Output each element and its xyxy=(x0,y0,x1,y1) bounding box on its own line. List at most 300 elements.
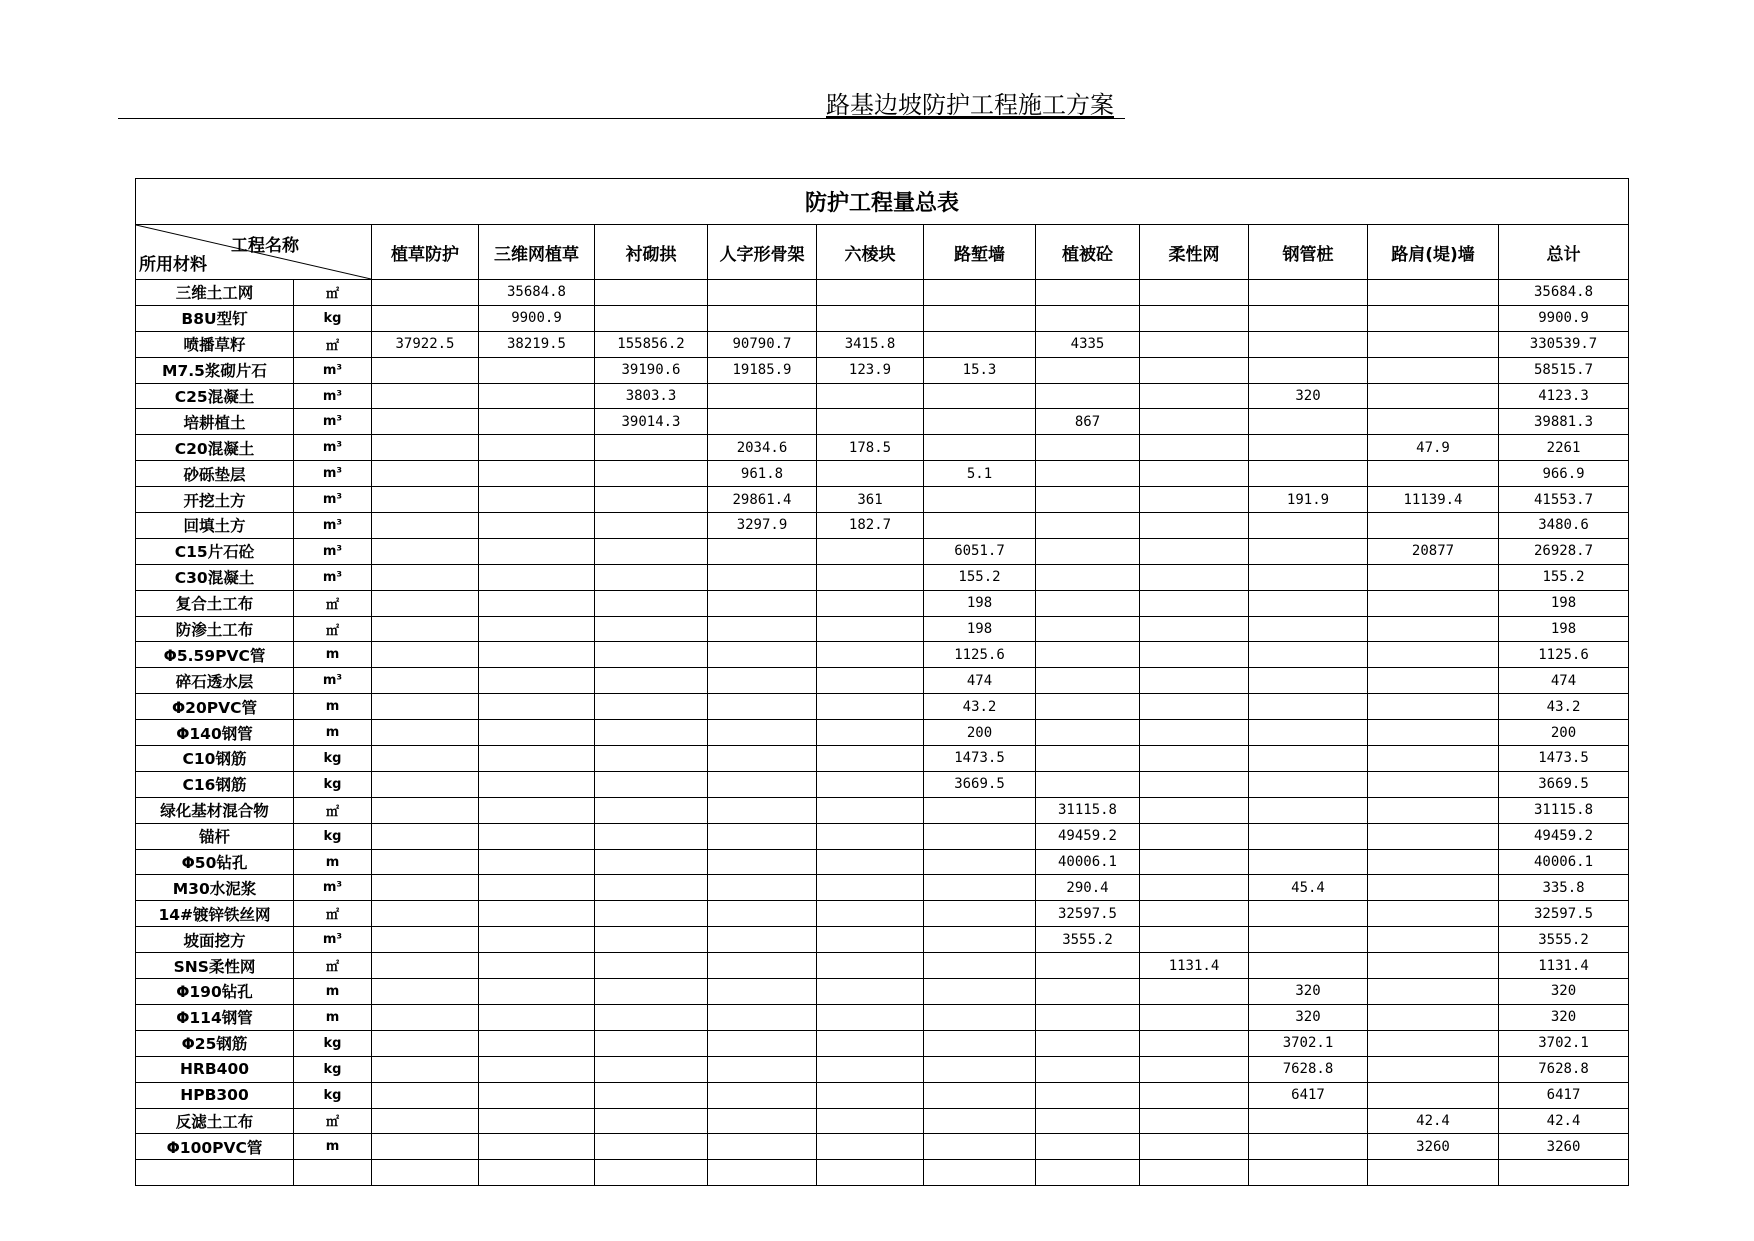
material-name-cell: M30水泥浆 xyxy=(136,875,294,901)
quantity-cell xyxy=(1036,383,1140,409)
quantity-cell xyxy=(708,1030,817,1056)
quantity-cell xyxy=(708,823,817,849)
total-cell: 3702.1 xyxy=(1499,1030,1629,1056)
quantity-cell xyxy=(1140,979,1249,1005)
quantity-cell: 49459.2 xyxy=(1036,823,1140,849)
material-name-cell: 喷播草籽 xyxy=(136,331,294,357)
quantity-cell xyxy=(1140,564,1249,590)
quantity-cell xyxy=(817,1108,924,1134)
quantity-cell xyxy=(708,1082,817,1108)
material-name-cell: SNS柔性网 xyxy=(136,953,294,979)
material-name-cell: 防渗土工布 xyxy=(136,616,294,642)
column-header-row xyxy=(136,225,1629,280)
quantity-cell xyxy=(708,538,817,564)
quantity-cell xyxy=(924,331,1036,357)
material-name-cell: Φ140钢管 xyxy=(136,720,294,746)
quantity-cell: 3415.8 xyxy=(817,331,924,357)
quantity-cell: 32597.5 xyxy=(1036,901,1140,927)
quantity-cell xyxy=(595,1030,708,1056)
quantity-cell: 3702.1 xyxy=(1249,1030,1368,1056)
quantity-cell xyxy=(372,357,479,383)
quantity-cell xyxy=(817,1082,924,1108)
quantity-cell xyxy=(1036,668,1140,694)
table-row xyxy=(136,564,1629,590)
total-cell: 155.2 xyxy=(1499,564,1629,590)
quantity-cell xyxy=(479,1134,595,1160)
quantity-cell xyxy=(595,616,708,642)
total-cell: 320 xyxy=(1499,979,1629,1005)
material-name-cell: Φ25钢筋 xyxy=(136,1030,294,1056)
quantity-cell xyxy=(924,849,1036,875)
quantity-cell xyxy=(924,409,1036,435)
quantity-cell: 43.2 xyxy=(924,694,1036,720)
quantity-cell xyxy=(1140,461,1249,487)
total-cell: 3480.6 xyxy=(1499,513,1629,539)
unit-cell: m³ xyxy=(294,564,372,590)
quantity-cell xyxy=(1036,564,1140,590)
quantity-cell xyxy=(479,1056,595,1082)
quantity-cell xyxy=(1140,383,1249,409)
quantity-cell xyxy=(924,953,1036,979)
quantity-cell xyxy=(372,616,479,642)
quantity-cell: 155856.2 xyxy=(595,331,708,357)
quantity-cell xyxy=(1368,409,1499,435)
quantity-cell xyxy=(372,280,479,306)
quantity-cell xyxy=(1036,1056,1140,1082)
material-name-cell: 碎石透水层 xyxy=(136,668,294,694)
total-cell: 4123.3 xyxy=(1499,383,1629,409)
quantity-cell xyxy=(817,953,924,979)
quantity-cell xyxy=(372,1108,479,1134)
quantity-cell xyxy=(817,305,924,331)
unit-cell: kg xyxy=(294,1082,372,1108)
quantity-cell xyxy=(1140,642,1249,668)
corner-header-material: 所用材料 xyxy=(139,255,207,275)
quantity-cell xyxy=(595,979,708,1005)
material-name-cell: HRB400 xyxy=(136,1056,294,1082)
material-name-cell: C30混凝土 xyxy=(136,564,294,590)
material-name-cell: Φ5.59PVC管 xyxy=(136,642,294,668)
quantity-cell xyxy=(1249,720,1368,746)
quantity-cell xyxy=(372,720,479,746)
quantity-cell xyxy=(372,435,479,461)
unit-cell: m xyxy=(294,1134,372,1160)
quantity-cell xyxy=(372,1160,479,1186)
quantity-cell xyxy=(924,435,1036,461)
page-header-title: 路基边坡防护工程施工方案 xyxy=(826,91,1114,119)
quantity-cell xyxy=(1036,694,1140,720)
total-cell xyxy=(1499,1160,1629,1186)
quantity-cell xyxy=(1249,927,1368,953)
material-name-cell: HPB300 xyxy=(136,1082,294,1108)
quantity-cell: 6417 xyxy=(1249,1082,1368,1108)
table-row xyxy=(136,875,1629,901)
quantity-cell xyxy=(817,668,924,694)
quantity-cell xyxy=(708,771,817,797)
material-name-cell: Φ20PVC管 xyxy=(136,694,294,720)
unit-cell: ㎡ xyxy=(294,1108,372,1134)
quantity-cell xyxy=(708,564,817,590)
quantity-cell: 200 xyxy=(924,720,1036,746)
total-cell: 3260 xyxy=(1499,1134,1629,1160)
quantity-cell xyxy=(817,616,924,642)
quantity-cell xyxy=(479,849,595,875)
quantity-cell xyxy=(817,590,924,616)
quantity-cell xyxy=(1249,771,1368,797)
material-name-cell: Φ190钻孔 xyxy=(136,979,294,1005)
quantity-cell xyxy=(595,668,708,694)
total-cell: 200 xyxy=(1499,720,1629,746)
quantity-cell xyxy=(1249,1160,1368,1186)
quantity-cell xyxy=(595,564,708,590)
quantity-cell xyxy=(1036,979,1140,1005)
quantity-cell: 6051.7 xyxy=(924,538,1036,564)
quantity-cell: 198 xyxy=(924,616,1036,642)
quantity-cell xyxy=(1249,590,1368,616)
quantity-cell xyxy=(924,1030,1036,1056)
quantity-cell: 9900.9 xyxy=(479,305,595,331)
quantity-cell xyxy=(1368,590,1499,616)
unit-cell: m xyxy=(294,720,372,746)
unit-cell: ㎡ xyxy=(294,616,372,642)
table-row xyxy=(136,1004,1629,1030)
quantity-cell: 31115.8 xyxy=(1036,797,1140,823)
quantity-cell xyxy=(817,1056,924,1082)
quantity-cell xyxy=(595,720,708,746)
quantity-cell xyxy=(479,1030,595,1056)
column-header: 路肩(堤)墙 xyxy=(1368,225,1499,280)
total-cell: 6417 xyxy=(1499,1082,1629,1108)
quantity-cell xyxy=(479,1108,595,1134)
quantity-cell xyxy=(479,927,595,953)
quantity-cell xyxy=(479,979,595,1005)
material-name-cell: Φ114钢管 xyxy=(136,1004,294,1030)
quantity-cell xyxy=(372,590,479,616)
unit-cell: m³ xyxy=(294,357,372,383)
total-cell: 7628.8 xyxy=(1499,1056,1629,1082)
quantity-cell xyxy=(1140,538,1249,564)
quantity-cell xyxy=(924,979,1036,1005)
quantity-cell xyxy=(1368,668,1499,694)
unit-cell: m³ xyxy=(294,435,372,461)
unit-cell: m³ xyxy=(294,409,372,435)
quantity-cell xyxy=(595,927,708,953)
quantity-cell xyxy=(1249,331,1368,357)
table-row xyxy=(136,720,1629,746)
table-row xyxy=(136,1108,1629,1134)
column-header: 衬砌拱 xyxy=(595,225,708,280)
quantity-cell xyxy=(1368,616,1499,642)
quantity-cell: 1125.6 xyxy=(924,642,1036,668)
quantity-cell: 20877 xyxy=(1368,538,1499,564)
quantity-cell xyxy=(372,564,479,590)
quantity-cell: 42.4 xyxy=(1368,1108,1499,1134)
quantity-cell: 5.1 xyxy=(924,461,1036,487)
quantity-cell xyxy=(708,280,817,306)
quantity-cell: 191.9 xyxy=(1249,487,1368,513)
quantity-cell: 7628.8 xyxy=(1249,1056,1368,1082)
quantity-cell xyxy=(1036,1082,1140,1108)
quantity-cell xyxy=(817,849,924,875)
quantity-cell xyxy=(479,538,595,564)
material-name-cell: C25混凝土 xyxy=(136,383,294,409)
quantity-cell xyxy=(479,901,595,927)
quantity-cell xyxy=(1249,901,1368,927)
table-row xyxy=(136,1160,1629,1186)
column-header: 路堑墙 xyxy=(924,225,1036,280)
quantity-cell xyxy=(479,694,595,720)
quantity-cell xyxy=(817,1030,924,1056)
quantity-cell xyxy=(1140,901,1249,927)
quantity-cell xyxy=(1249,513,1368,539)
quantity-cell xyxy=(479,513,595,539)
quantity-cell xyxy=(1140,771,1249,797)
quantity-cell xyxy=(479,383,595,409)
total-cell: 42.4 xyxy=(1499,1108,1629,1134)
quantity-cell xyxy=(1368,1082,1499,1108)
unit-cell: ㎡ xyxy=(294,280,372,306)
total-cell: 39881.3 xyxy=(1499,409,1629,435)
quantity-cell xyxy=(479,797,595,823)
quantity-cell xyxy=(1368,720,1499,746)
table-row xyxy=(136,409,1629,435)
quantity-cell xyxy=(817,746,924,772)
table-row xyxy=(136,668,1629,694)
total-cell: 41553.7 xyxy=(1499,487,1629,513)
material-name-cell: Φ50钻孔 xyxy=(136,849,294,875)
quantity-cell: 3555.2 xyxy=(1036,927,1140,953)
quantity-cell xyxy=(1368,823,1499,849)
quantity-cell xyxy=(479,823,595,849)
total-cell: 1131.4 xyxy=(1499,953,1629,979)
quantity-cell xyxy=(372,1004,479,1030)
quantity-cell xyxy=(372,771,479,797)
quantity-cell xyxy=(1036,1134,1140,1160)
quantity-cell xyxy=(1368,280,1499,306)
quantity-cell xyxy=(924,901,1036,927)
total-cell: 3555.2 xyxy=(1499,927,1629,953)
quantity-cell xyxy=(372,305,479,331)
table-row xyxy=(136,953,1629,979)
quantity-cell xyxy=(1368,383,1499,409)
column-header: 六棱块 xyxy=(817,225,924,280)
quantity-cell xyxy=(1368,746,1499,772)
quantity-cell xyxy=(479,357,595,383)
quantity-cell xyxy=(924,1134,1036,1160)
quantity-cell xyxy=(924,1160,1036,1186)
quantity-cell xyxy=(1140,875,1249,901)
material-name-cell: 锚杆 xyxy=(136,823,294,849)
quantity-cell: 1131.4 xyxy=(1140,953,1249,979)
quantity-cell xyxy=(924,1108,1036,1134)
total-cell: 1473.5 xyxy=(1499,746,1629,772)
quantity-cell: 320 xyxy=(1249,383,1368,409)
quantity-cell: 3260 xyxy=(1368,1134,1499,1160)
unit-cell xyxy=(294,1160,372,1186)
quantity-cell xyxy=(595,694,708,720)
total-cell: 49459.2 xyxy=(1499,823,1629,849)
table-row xyxy=(136,435,1629,461)
quantity-cell xyxy=(817,823,924,849)
quantity-cell xyxy=(1140,927,1249,953)
table-row xyxy=(136,1082,1629,1108)
total-cell: 335.8 xyxy=(1499,875,1629,901)
table-row xyxy=(136,849,1629,875)
unit-cell: kg xyxy=(294,1056,372,1082)
quantity-cell xyxy=(1368,1030,1499,1056)
quantity-cell xyxy=(372,1056,479,1082)
quantity-cell xyxy=(595,953,708,979)
material-name-cell: 开挖土方 xyxy=(136,487,294,513)
quantity-cell: 19185.9 xyxy=(708,357,817,383)
quantity-cell xyxy=(924,927,1036,953)
quantity-cell xyxy=(1368,305,1499,331)
unit-cell: m³ xyxy=(294,668,372,694)
quantity-cell xyxy=(1249,849,1368,875)
table-row xyxy=(136,823,1629,849)
quantity-cell xyxy=(1249,746,1368,772)
quantity-cell: 90790.7 xyxy=(708,331,817,357)
material-name-cell: Φ100PVC管 xyxy=(136,1134,294,1160)
column-header: 柔性网 xyxy=(1140,225,1249,280)
quantity-cell xyxy=(924,305,1036,331)
quantity-cell xyxy=(1036,953,1140,979)
quantity-cell xyxy=(1036,720,1140,746)
quantity-cell xyxy=(372,487,479,513)
quantity-cell xyxy=(708,979,817,1005)
material-name-cell: 复合土工布 xyxy=(136,590,294,616)
quantity-cell xyxy=(595,797,708,823)
quantity-cell xyxy=(1036,280,1140,306)
quantity-cell xyxy=(1140,435,1249,461)
quantity-cell xyxy=(595,1082,708,1108)
quantity-cell xyxy=(708,849,817,875)
quantity-cell xyxy=(1140,823,1249,849)
quantity-cell xyxy=(1036,1160,1140,1186)
total-cell: 474 xyxy=(1499,668,1629,694)
quantity-cell: 474 xyxy=(924,668,1036,694)
quantity-cell xyxy=(479,642,595,668)
unit-cell: m³ xyxy=(294,487,372,513)
material-name-cell: 回填土方 xyxy=(136,513,294,539)
quantity-cell xyxy=(817,720,924,746)
quantity-cell xyxy=(1249,538,1368,564)
quantity-cell xyxy=(1249,305,1368,331)
quantity-cell xyxy=(924,875,1036,901)
table-row xyxy=(136,979,1629,1005)
quantity-cell xyxy=(372,1030,479,1056)
material-name-cell: B8U型钉 xyxy=(136,305,294,331)
quantity-cell xyxy=(372,823,479,849)
quantity-cell xyxy=(1036,1108,1140,1134)
quantity-cell xyxy=(1249,1108,1368,1134)
quantity-cell xyxy=(595,849,708,875)
quantity-cell xyxy=(372,849,479,875)
quantity-cell xyxy=(1036,538,1140,564)
quantity-cell xyxy=(817,461,924,487)
quantity-cell xyxy=(708,694,817,720)
quantity-summary-table xyxy=(135,178,1629,1186)
table-row xyxy=(136,1056,1629,1082)
unit-cell: kg xyxy=(294,823,372,849)
quantity-cell xyxy=(817,1160,924,1186)
material-name-cell xyxy=(136,1160,294,1186)
quantity-cell: 961.8 xyxy=(708,461,817,487)
quantity-cell xyxy=(817,694,924,720)
quantity-cell xyxy=(595,1108,708,1134)
table-row xyxy=(136,927,1629,953)
quantity-cell xyxy=(372,694,479,720)
table-row xyxy=(136,616,1629,642)
table-row xyxy=(136,1134,1629,1160)
unit-cell: m³ xyxy=(294,383,372,409)
quantity-cell xyxy=(1140,849,1249,875)
table-row xyxy=(136,357,1629,383)
total-cell: 58515.7 xyxy=(1499,357,1629,383)
quantity-cell: 290.4 xyxy=(1036,875,1140,901)
quantity-cell xyxy=(817,797,924,823)
quantity-cell: 37922.5 xyxy=(372,331,479,357)
material-name-cell: 培耕植土 xyxy=(136,409,294,435)
quantity-cell xyxy=(479,435,595,461)
column-header: 植草防护 xyxy=(372,225,479,280)
unit-cell: kg xyxy=(294,1030,372,1056)
quantity-cell xyxy=(595,1004,708,1030)
quantity-cell xyxy=(595,487,708,513)
material-name-cell: 绿化基材混合物 xyxy=(136,797,294,823)
quantity-cell xyxy=(924,383,1036,409)
quantity-cell: 29861.4 xyxy=(708,487,817,513)
quantity-cell xyxy=(708,720,817,746)
quantity-cell: 1473.5 xyxy=(924,746,1036,772)
quantity-cell xyxy=(1140,1134,1249,1160)
quantity-cell: 15.3 xyxy=(924,357,1036,383)
quantity-cell xyxy=(595,461,708,487)
total-cell: 966.9 xyxy=(1499,461,1629,487)
quantity-cell xyxy=(817,901,924,927)
quantity-cell xyxy=(1368,694,1499,720)
quantity-cell: 123.9 xyxy=(817,357,924,383)
table-row xyxy=(136,771,1629,797)
quantity-cell xyxy=(817,538,924,564)
quantity-cell xyxy=(1368,875,1499,901)
total-cell: 198 xyxy=(1499,590,1629,616)
quantity-cell xyxy=(1036,1004,1140,1030)
unit-cell: ㎡ xyxy=(294,331,372,357)
quantity-cell xyxy=(708,305,817,331)
quantity-cell xyxy=(1368,849,1499,875)
quantity-cell xyxy=(1249,409,1368,435)
quantity-cell xyxy=(479,1082,595,1108)
unit-cell: ㎡ xyxy=(294,797,372,823)
quantity-cell: 3669.5 xyxy=(924,771,1036,797)
quantity-cell xyxy=(708,1056,817,1082)
quantity-cell xyxy=(1140,1030,1249,1056)
material-name-cell: 砂砾垫层 xyxy=(136,461,294,487)
quantity-cell xyxy=(372,797,479,823)
quantity-cell xyxy=(1368,564,1499,590)
total-cell: 43.2 xyxy=(1499,694,1629,720)
total-cell: 198 xyxy=(1499,616,1629,642)
quantity-cell xyxy=(1140,1160,1249,1186)
unit-cell: m xyxy=(294,1004,372,1030)
table-row xyxy=(136,642,1629,668)
material-name-cell: C16钢筋 xyxy=(136,771,294,797)
quantity-cell xyxy=(1036,642,1140,668)
quantity-cell xyxy=(595,901,708,927)
quantity-cell xyxy=(1249,435,1368,461)
quantity-cell: 320 xyxy=(1249,979,1368,1005)
